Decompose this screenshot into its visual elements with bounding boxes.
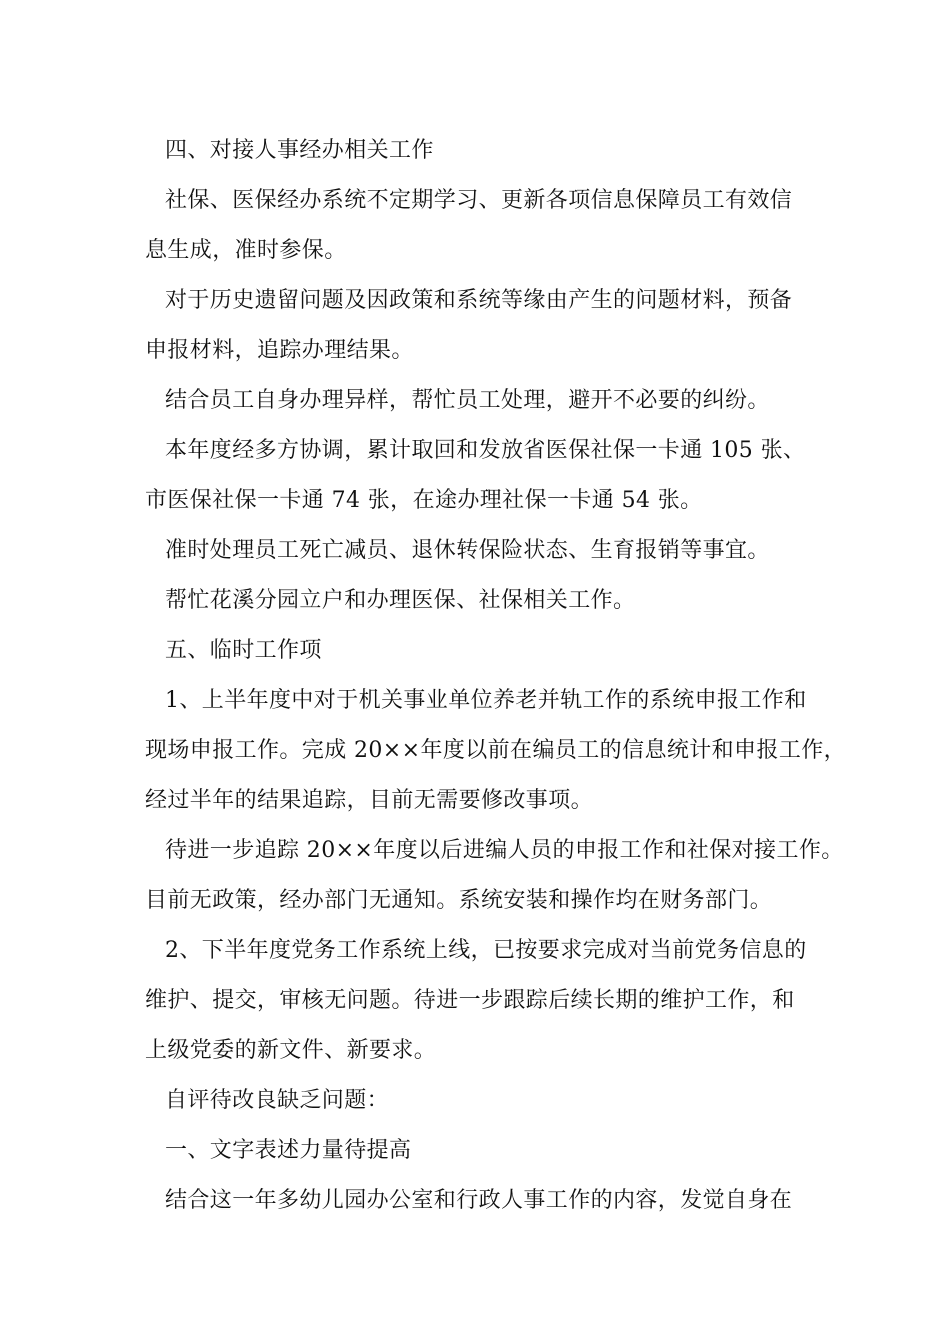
paragraph-line: 现场申报工作。完成 20××年度以前在编员工的信息统计和申报工作， [145,738,847,763]
section-heading-5: 五、临时工作项 [165,638,322,663]
paragraph-line: 1、上半年度中对于机关事业单位养老并轨工作的系统申报工作和 [165,688,807,713]
paragraph-line: 息生成，准时参保。 [145,238,347,263]
paragraph-line: 帮忙花溪分园立户和办理医保、社保相关工作。 [165,588,636,613]
paragraph-line: 本年度经多方协调，累计取回和发放省医保社保一卡通 105 张、 [165,438,806,463]
paragraph-line: 结合员工自身办理异样，帮忙员工处理，避开不必要的纠纷。 [165,388,770,413]
paragraph-line: 社保、医保经办系统不定期学习、更新各项信息保障员工有效信 [165,188,793,213]
paragraph-line: 维护、提交，审核无问题。待进一步跟踪后续长期的维护工作，和 [145,988,795,1013]
section-heading-self-evaluation: 自评待改良缺乏问题： [165,1088,390,1113]
paragraph-line: 2、下半年度党务工作系统上线，已按要求完成对当前党务信息的 [165,938,807,963]
paragraph-line: 市医保社保一卡通 74 张，在途办理社保一卡通 54 张。 [145,488,703,513]
paragraph-line: 经过半年的结果追踪，目前无需要修改事项。 [145,788,594,813]
section-heading-4: 四、对接人事经办相关工作 [165,138,434,163]
paragraph-line: 上级党委的新文件、新要求。 [145,1038,437,1063]
paragraph-line: 待进一步追踪 20××年度以后进编人员的申报工作和社保对接工作。 [165,838,844,863]
paragraph-line: 对于历史遗留问题及因政策和系统等缘由产生的问题材料，预备 [165,288,793,313]
paragraph-line: 准时处理员工死亡减员、退休转保险状态、生育报销等事宜。 [165,538,770,563]
subsection-heading-1: 一、文字表述力量待提高 [165,1138,412,1163]
paragraph-line: 申报材料，追踪办理结果。 [145,338,414,363]
paragraph-line: 目前无政策，经办部门无通知。系统安装和操作均在财务部门。 [145,888,773,913]
paragraph-line: 结合这一年多幼儿园办公室和行政人事工作的内容，发觉自身在 [165,1188,793,1213]
